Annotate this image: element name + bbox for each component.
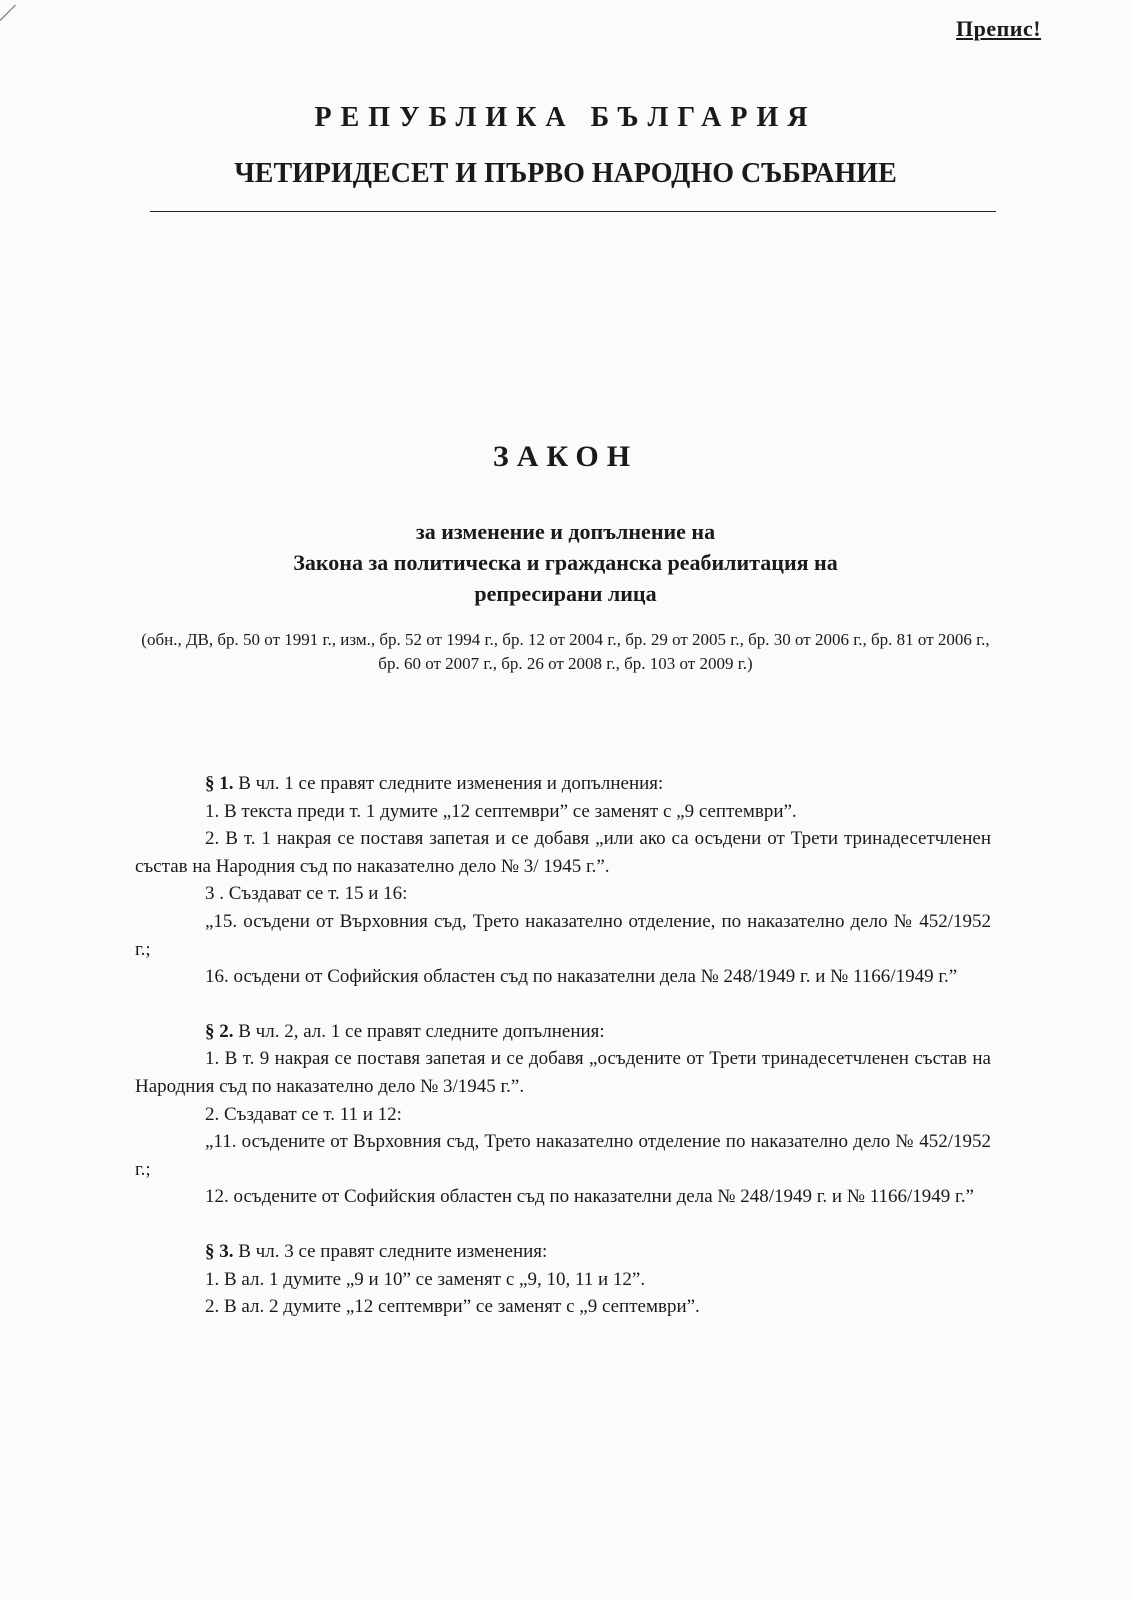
section-heading: [135, 770, 991, 798]
assembly-heading: ЧЕТИРИДЕСЕТ И ПЪРВО НАРОДНО СЪБРАНИЕ: [234, 158, 897, 189]
copy-stamp: Препис!: [956, 16, 1042, 41]
section-mark: § 3.: [205, 1240, 234, 1262]
publication-note: (обн., ДВ, бр. 50 от 1991 г., изм., бр. 52 от 1994 г., бр. 12 от 2004 г., бр. 29 от 2005 г., бр. 30 от 2006 г., бр. 81 от 2006 г., бр. 60 от 2007 г., бр. 26 от 2008 г., бр. 103 от 2009 г.): [141, 630, 990, 673]
corner-mark: [0, 5, 16, 21]
section-item: 16. осъдени от Софийския областен съд по наказателни дела № 248/1949 г. и № 1166/1949 г.”: [205, 966, 958, 988]
section-item: 2. В т. 1 накрая се поставя запетая и се добавя „или ако са осъдени от Трети тринадесетчленен състав на Народния съд по наказателно дело № 3/ 1945 г.”.: [135, 828, 991, 877]
section-item: 1. В текста преди т. 1 думите „12 септември” се заменят с „9 септември”.: [205, 800, 797, 822]
section-item: 2. В ал. 2 думите „12 септември” се заменят с „9 септември”.: [205, 1296, 700, 1318]
section-item: 12. осъдените от Софийския областен съд по наказателни дела № 248/1949 г. и № 1166/1949 г.”: [205, 1186, 974, 1208]
law-subtitle: [150, 516, 981, 609]
subtitle-line: репресирани лица: [474, 581, 657, 606]
header-divider: [150, 211, 996, 212]
section-item: „11. осъдените от Върховния съд, Трето наказателно отделение по наказателно дело № 452/1952 г.;: [135, 1131, 991, 1180]
section-item: 2. Създават се т. 11 и 12:: [205, 1103, 402, 1125]
law-title: ЗАКОН: [492, 440, 639, 473]
section-mark: § 1.: [205, 773, 234, 794]
section-item: „15. осъдени от Върховния съд, Трето наказателно отделение, по наказателно дело № 452/1952 г.;: [135, 910, 991, 960]
section-intro: В чл. 2, ал. 1 се правят следните допълнения:: [233, 1020, 605, 1042]
section-heading: [135, 1238, 991, 1266]
section-item: 1. В ал. 1 думите „9 и 10” се заменят с „9, 10, 11 и 12”.: [205, 1268, 646, 1290]
section-intro: В чл. 1 се правят следните изменения и допълнения:: [233, 773, 664, 794]
section-heading: [135, 1018, 991, 1046]
section-intro: В чл. 3 се правят следните изменения:: [233, 1240, 548, 1262]
section-mark: § 2.: [205, 1020, 234, 1042]
section-item: 3 . Създават се т. 15 и 16:: [205, 883, 408, 905]
republic-heading: РЕПУБЛИКА БЪЛГАРИЯ: [314, 102, 817, 133]
law-body: [135, 770, 991, 1321]
section-item: 1. В т. 9 накрая се поставя запетая и се добавя „осъдените от Трети тринадесетчленен състав на Народния съд по наказателно дело № 3/1945 г.”.: [135, 1048, 991, 1097]
subtitle-line: Закона за политическа и гражданска реабилитация на: [293, 550, 838, 575]
subtitle-line: за изменение и допълнение на: [415, 519, 716, 544]
